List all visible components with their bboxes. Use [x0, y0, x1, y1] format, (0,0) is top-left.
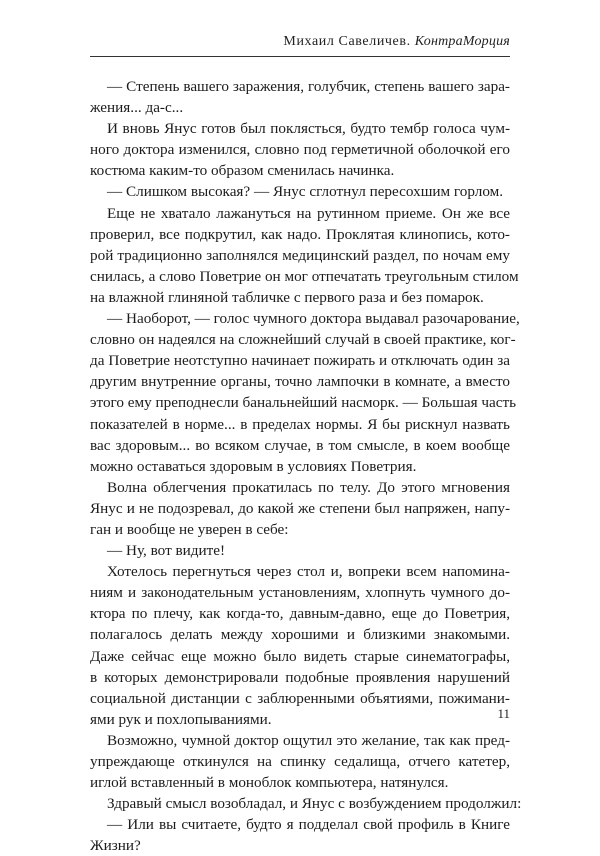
running-head: [283, 34, 510, 50]
text-line: на влажной глиняной табличке с первого раза и без помарок.: [90, 288, 484, 306]
text-line: костюма каким-то образом сменилась начинка.: [90, 162, 395, 180]
text-line: Волна облегчения прокатилась по телу. До этого мгновения: [107, 478, 510, 496]
text-line: социальной дистанции с заблюренными объятиями, пожимани-: [90, 689, 510, 707]
text-line: — Наоборот, — голос чумного доктора выдавал разочарование,: [107, 310, 520, 328]
text-line: — Степень вашего заражения, голубчик, степень вашего зара-: [107, 78, 510, 95]
text-line: упреждающе откинулся на спинку седалища, отчего катетер,: [90, 753, 510, 770]
running-head-title: КонтраМорция: [414, 34, 510, 49]
text-line: проверил, все подкрутил, как надо. Проклятая клинопись, кото-: [90, 225, 510, 243]
text-line: ями рук и похлопываниями.: [90, 710, 272, 728]
text-line: Возможно, чумной доктор ощутил это желание, так как пред-: [107, 731, 510, 749]
text-line: в которых демонстрировали подобные проявления нарушений: [90, 668, 510, 686]
text-line: ктора по плечу, как когда-то, давным-давно, еще до Поветрия,: [90, 605, 510, 623]
text-line: да Поветрие неотступно начинает пожирать и отключать один за: [90, 352, 510, 370]
text-line: Еще не хватало лажануться на рутинном приеме. Он же все: [107, 204, 510, 222]
text-line: Здравый смысл возобладал, и Янус с возбуждением продолжил:: [107, 795, 522, 813]
page-number: 11: [497, 706, 510, 721]
text-line: словно он надеялся на сложнейший случай в своей практике, ког-: [90, 331, 516, 349]
text-line: Янус и не подозревал, до какой же степени был напряжен, напу-: [90, 499, 510, 517]
text-line: — Слишком высокая? — Янус сглотнул пересохшим горлом.: [107, 183, 504, 201]
text-line: Хотелось перегнуться через стол и, вопреки всем напомина-: [107, 563, 510, 581]
text-line: иглой вставленный в моноблок компьютера, натянулся.: [90, 774, 449, 792]
text-line: жения... да-с...: [90, 99, 184, 117]
text-line: вас здоровым... во всяком случае, в том смысле, в коем вообще: [90, 436, 510, 454]
text-line: Жизни?: [90, 837, 141, 855]
text-line: другим внутренние органы, точно лампочки в комнате, а вместо: [90, 373, 510, 391]
text-line: показателей в норме... в пределах нормы. Я бы рискнул назвать: [90, 415, 510, 433]
running-head-author: Михаил Савеличев.: [283, 34, 411, 49]
text-line: ного доктора изменился, словно под герметичной оболочкой его: [90, 141, 510, 159]
body-text: [90, 76, 522, 856]
text-line: ниям и законодательным установлениям, хлопнуть чумного до-: [90, 584, 510, 602]
text-line: — Или вы считаете, будто я подделал свой профиль в Книге: [107, 816, 510, 834]
text-line: можно оставаться здоровым в условиях Поветрия.: [90, 457, 417, 475]
text-line: — Ну, вот видите!: [107, 542, 226, 560]
text-line: рой традиционно заполнялся медицинский раздел, по ночам ему: [90, 246, 510, 264]
header-rule: [90, 56, 510, 57]
text-line: этого ему преподнесли банальнейший насморк. — Большая часть: [90, 394, 517, 412]
text-line: ган и вообще не уверен в себе:: [90, 520, 289, 538]
text-line: Даже сейчас еще можно было видеть старые синематографы,: [90, 647, 510, 665]
text-line: полагалось делать между хорошими и близкими знакомыми.: [90, 626, 510, 644]
text-line: снилась, а слово Поветрие он мог отпечатать треугольным стилом: [90, 267, 519, 285]
text-line: И вновь Янус готов был поклясться, будто тембр голоса чум-: [107, 120, 510, 138]
